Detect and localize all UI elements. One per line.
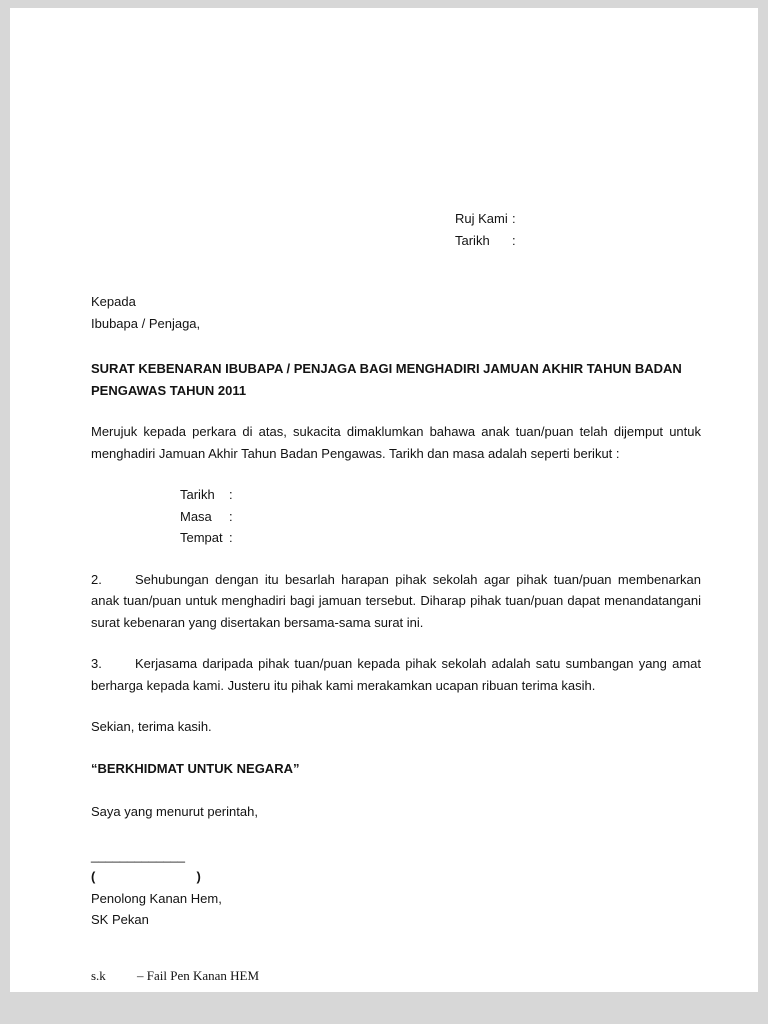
paragraph-2-text: Sehubungan dengan itu besarlah harapan pihak sekolah agar pihak tuan/puan membenarkan anak tuan/puan untuk menghadiri bagi jamuan tersebut. Diharap pihak tuan/puan dapat menandatangani surat kebenaran yang disertakan bersama-sama surat ini. [91, 571, 701, 630]
reference-block [455, 208, 701, 251]
slogan-line: “BERKHIDMAT UNTUK NEGARA” [91, 760, 300, 776]
signature-intro: Saya yang menurut perintah, [91, 804, 258, 819]
detail-row-tarikh [180, 484, 701, 506]
footer-cc-line [91, 965, 701, 987]
ruj-kami-label: Ruj Kami [455, 211, 508, 226]
paragraph-2 [91, 569, 701, 634]
paragraph-1: Merujuk kepada perkara di atas, sukacita dimaklumkan bahawa anak tuan/puan telah dijemput untuk menghadiri Jamuan Akhir Tahun Badan Pengawas. Tarikh dan masa adalah seperti berikut : [91, 424, 701, 461]
detail-label-tarikh: Tarikh [180, 487, 215, 502]
detail-label-masa: Masa [180, 508, 212, 524]
closing-line: Sekian, terima kasih. [91, 719, 212, 734]
detail-colon-tempat: : [229, 530, 233, 545]
detail-label-tempat: Tempat [180, 530, 223, 545]
tarikh-label: Tarikh [455, 232, 490, 248]
detail-row-tempat [180, 527, 701, 549]
signature-school: SK Pekan [91, 912, 149, 927]
ruj-kami-colon: : [512, 211, 516, 226]
footer-sk-label: s.k [91, 967, 106, 983]
subject-line: SURAT KEBENARAN IBUBAPA / PENJAGA BAGI MENGHADIRI JAMUAN AKHIR TAHUN BADAN PENGAWAS TAHUN 2011 [91, 361, 682, 398]
recipient-block [91, 291, 701, 334]
document-page [10, 8, 758, 992]
paragraph-3-text: Kerjasama daripada pihak tuan/puan kepada pihak sekolah adalah satu sumbangan yang amat berharga kepada kami. Justeru itu pihak kami merakamkan ucapan ribuan terima kasih. [91, 656, 701, 693]
detail-colon-masa: : [229, 508, 233, 524]
tarikh-row [455, 230, 701, 252]
paragraph-3 [91, 653, 701, 696]
paragraph-2-number: 2. [91, 571, 102, 587]
recipient-kepada: Kepada [91, 294, 136, 309]
event-details-block [180, 484, 701, 549]
letter-content [10, 8, 758, 986]
paragraph-3-number: 3. [91, 656, 102, 671]
signature-line: _____________ [91, 847, 185, 863]
detail-colon-tarikh: : [229, 487, 233, 502]
signature-title: Penolong Kanan Hem, [91, 890, 222, 906]
tarikh-colon: : [512, 232, 516, 248]
detail-row-masa [180, 506, 701, 528]
signature-name-placeholder: ( ) [91, 869, 201, 884]
ruj-kami-row [455, 208, 701, 230]
recipient-addressee: Ibubapa / Penjaga, [91, 315, 201, 331]
footer-note: – Fail Pen Kanan HEM [137, 967, 260, 983]
